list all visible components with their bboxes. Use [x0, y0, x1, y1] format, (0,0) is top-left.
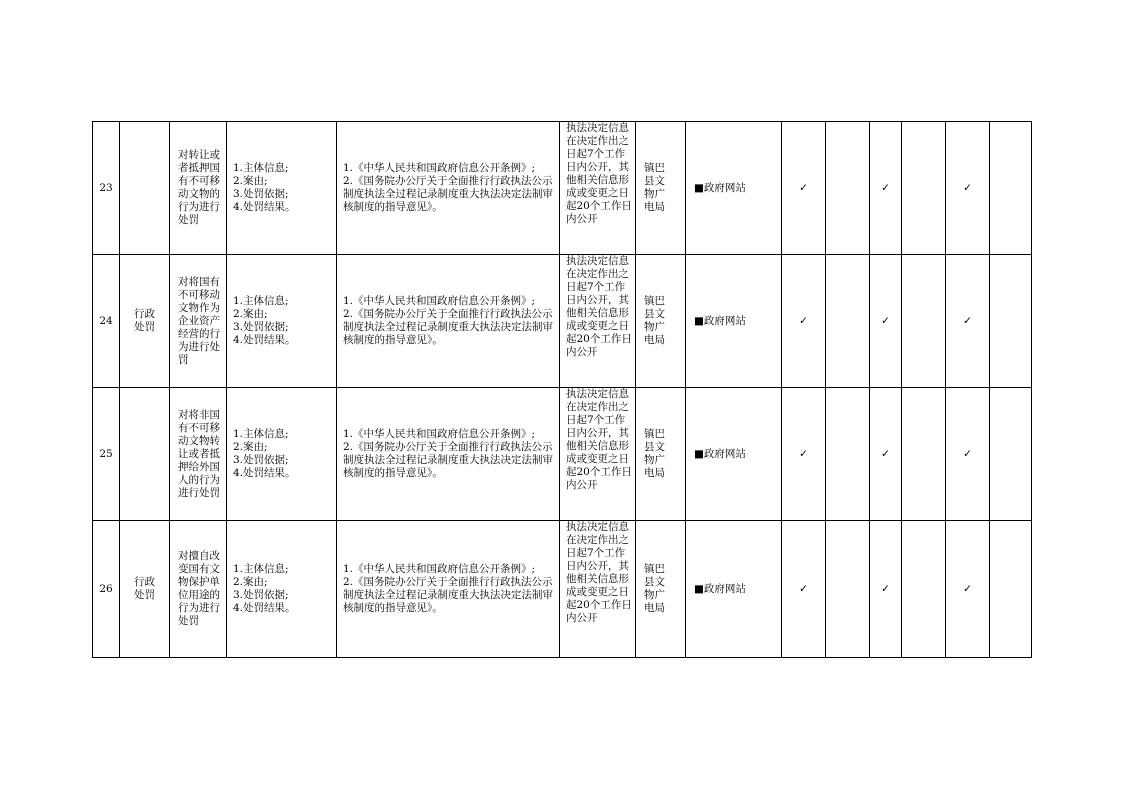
- category-cell: 行政处罚: [120, 255, 170, 388]
- content-cell: 1.主体信息; 2.案由; 3.处罚依据; 4.处罚结果。: [227, 388, 337, 521]
- category-cell: [120, 388, 170, 521]
- category-cell: [120, 122, 170, 255]
- disclosure-table: [92, 121, 1032, 658]
- check-cell-empty: [902, 255, 946, 388]
- time-limit-cell: 执法决定信息在决定作出之日起7个工作日内公开，其他相关信息形成或变更之日起20个工作日内公开: [560, 255, 636, 388]
- channel-cell: ■政府网站: [686, 388, 782, 521]
- item-name-cell: 对将国有不可移动文物作为企业资产经营的行为进行处罚: [170, 255, 227, 388]
- channel-cell: ■政府网站: [686, 255, 782, 388]
- table-row: [93, 521, 1032, 658]
- basis-cell: 1.《中华人民共和国政府信息公开条例》; 2.《国务院办公厅关于全面推行行政执法公示制度执法全过程记录制度重大执法决定法制审核制度的指导意见》。: [337, 122, 560, 255]
- check-cell-empty: [990, 255, 1032, 388]
- check-mark-icon: ✓: [946, 255, 990, 388]
- check-mark-icon: ✓: [946, 122, 990, 255]
- content-cell: 1.主体信息; 2.案由; 3.处罚依据; 4.处罚结果。: [227, 255, 337, 388]
- channel-cell: ■政府网站: [686, 521, 782, 658]
- check-mark-icon: ✓: [782, 255, 826, 388]
- check-mark-icon: ✓: [782, 388, 826, 521]
- check-mark-icon: ✓: [870, 521, 902, 658]
- check-mark-icon: ✓: [946, 521, 990, 658]
- check-cell-empty: [990, 521, 1032, 658]
- check-cell-empty: [826, 122, 870, 255]
- table-row: [93, 255, 1032, 388]
- check-mark-icon: ✓: [946, 388, 990, 521]
- table-row: [93, 122, 1032, 255]
- check-mark-icon: ✓: [870, 255, 902, 388]
- check-mark-icon: ✓: [870, 388, 902, 521]
- time-limit-cell: 执法决定信息在决定作出之日起7个工作日内公开，其他相关信息形成或变更之日起20个工作日内公开: [560, 521, 636, 658]
- basis-cell: 1.《中华人民共和国政府信息公开条例》; 2.《国务院办公厅关于全面推行行政执法公示制度执法全过程记录制度重大执法决定法制审核制度的指导意见》。: [337, 521, 560, 658]
- item-name-cell: 对擅自改变国有文物保护单位用途的行为进行处罚: [170, 521, 227, 658]
- check-mark-icon: ✓: [870, 122, 902, 255]
- agency-cell: 镇巴县文物广电局: [636, 388, 686, 521]
- check-cell-empty: [826, 255, 870, 388]
- agency-cell: 镇巴县文物广电局: [636, 521, 686, 658]
- check-mark-icon: ✓: [782, 122, 826, 255]
- row-number: 24: [93, 255, 120, 388]
- check-cell-empty: [826, 521, 870, 658]
- check-cell-empty: [990, 388, 1032, 521]
- channel-cell: ■政府网站: [686, 122, 782, 255]
- check-cell-empty: [902, 521, 946, 658]
- category-cell: 行政处罚: [120, 521, 170, 658]
- basis-cell: 1.《中华人民共和国政府信息公开条例》; 2.《国务院办公厅关于全面推行行政执法公示制度执法全过程记录制度重大执法决定法制审核制度的指导意见》。: [337, 388, 560, 521]
- agency-cell: 镇巴县文物广电局: [636, 255, 686, 388]
- basis-cell: 1.《中华人民共和国政府信息公开条例》; 2.《国务院办公厅关于全面推行行政执法公示制度执法全过程记录制度重大执法决定法制审核制度的指导意见》。: [337, 255, 560, 388]
- content-cell: 1.主体信息; 2.案由; 3.处罚依据; 4.处罚结果。: [227, 122, 337, 255]
- check-mark-icon: ✓: [782, 521, 826, 658]
- check-cell-empty: [902, 122, 946, 255]
- time-limit-cell: 执法决定信息在决定作出之日起7个工作日内公开，其他相关信息形成或变更之日起20个工作日内公开: [560, 388, 636, 521]
- content-cell: 1.主体信息; 2.案由; 3.处罚依据; 4.处罚结果。: [227, 521, 337, 658]
- row-number: 26: [93, 521, 120, 658]
- check-cell-empty: [826, 388, 870, 521]
- row-number: 25: [93, 388, 120, 521]
- item-name-cell: 对将非国有不可移动文物转让或者抵押给外国人的行为进行处罚: [170, 388, 227, 521]
- check-cell-empty: [990, 122, 1032, 255]
- agency-cell: 镇巴县文物广电局: [636, 122, 686, 255]
- check-cell-empty: [902, 388, 946, 521]
- time-limit-cell: 执法决定信息在决定作出之日起7个工作日内公开，其他相关信息形成或变更之日起20个工作日内公开: [560, 122, 636, 255]
- table-row: [93, 388, 1032, 521]
- item-name-cell: 对转让或者抵押国有不可移动文物的行为进行处罚: [170, 122, 227, 255]
- row-number: 23: [93, 122, 120, 255]
